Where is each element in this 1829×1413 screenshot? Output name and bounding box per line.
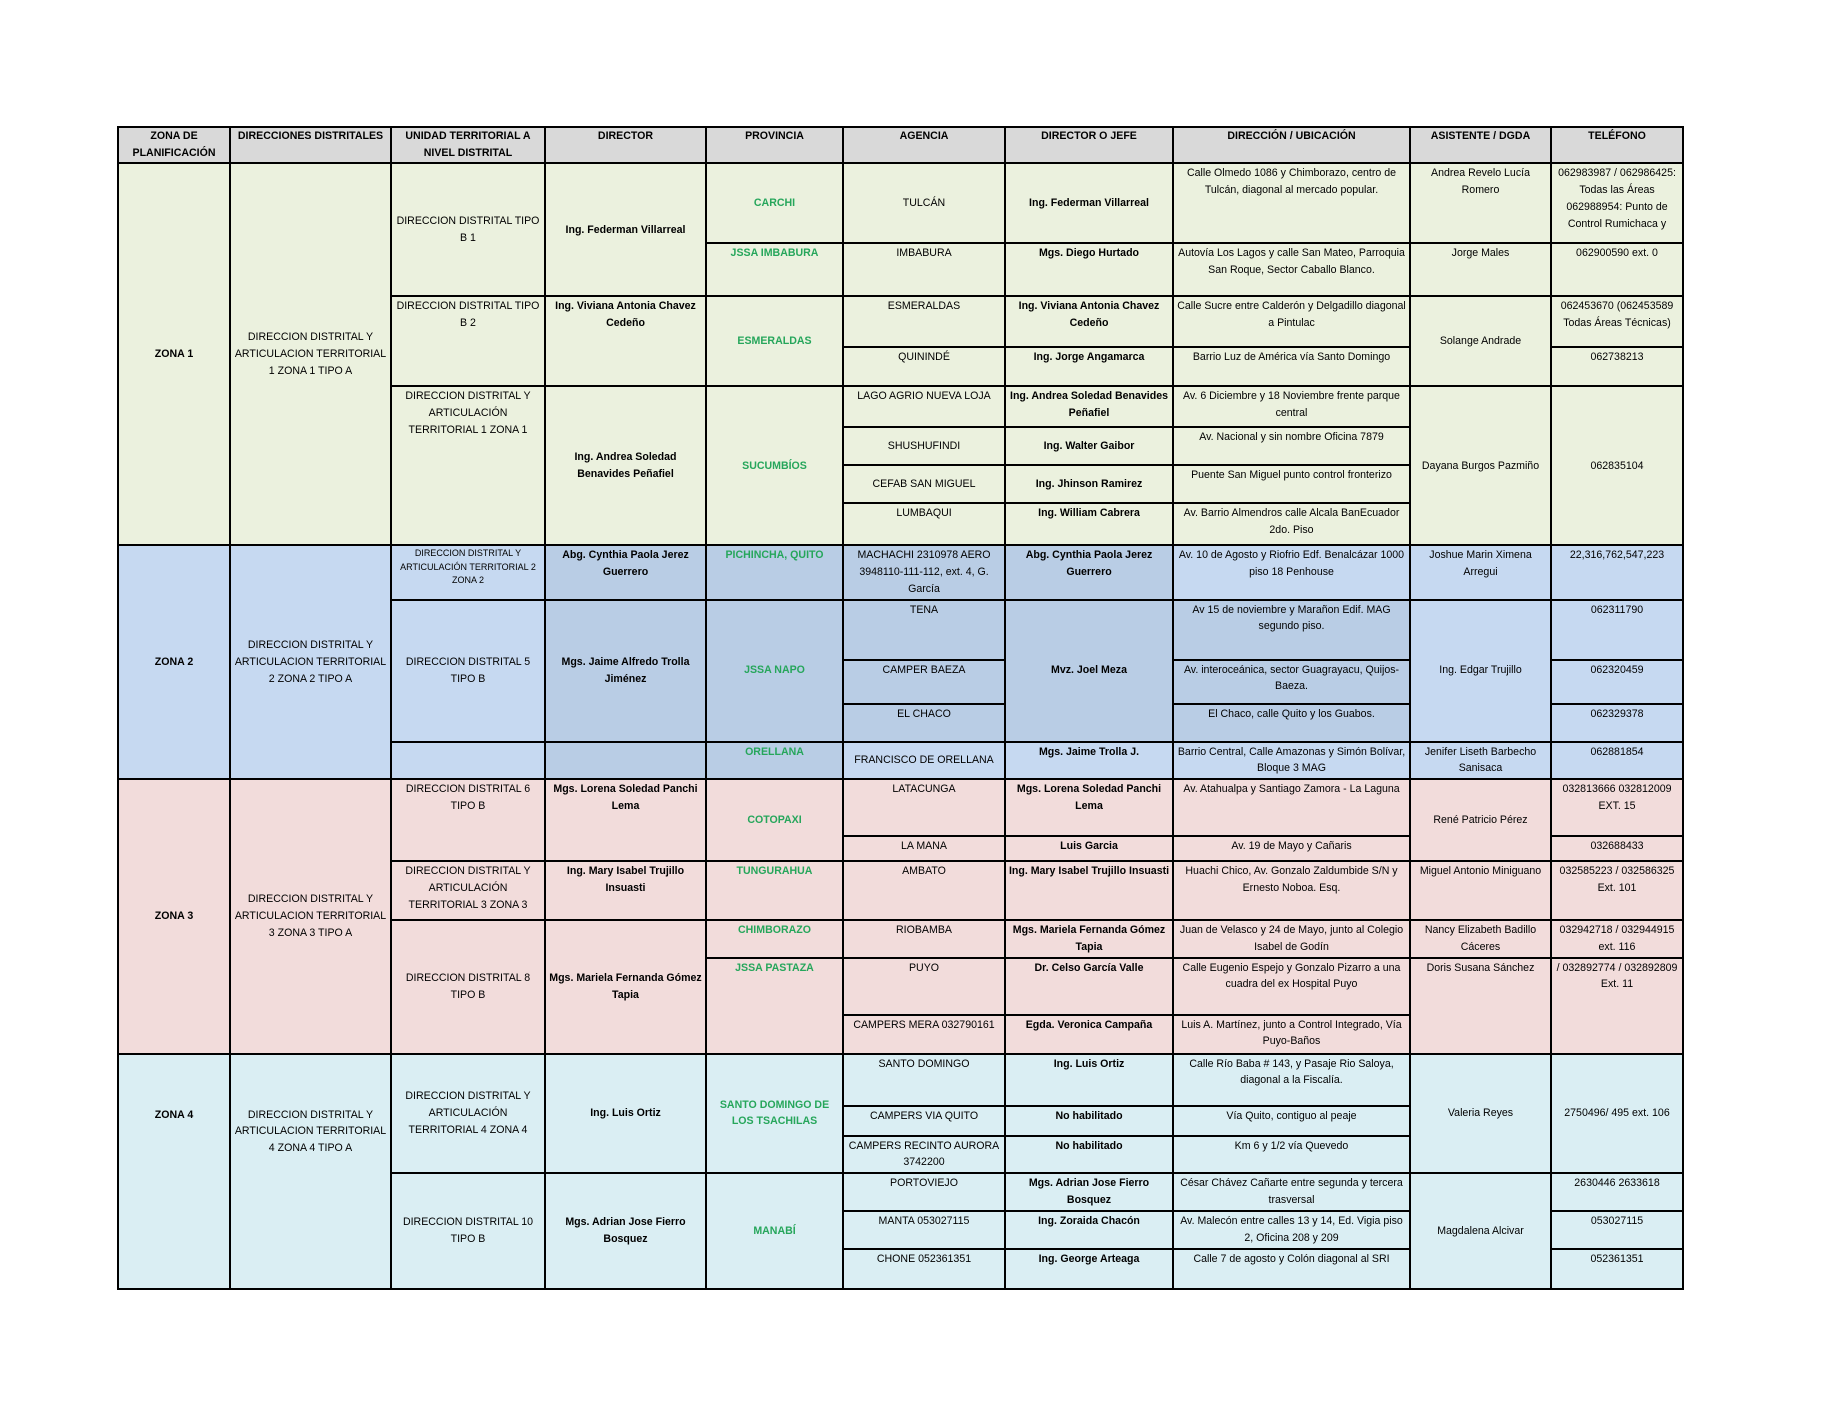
agencia-cell: CHONE 052361351: [843, 1249, 1005, 1289]
unidad-cell: DIRECCION DISTRITAL Y ARTICULACIÓN TERRITORIAL 4 ZONA 4: [391, 1054, 545, 1173]
director-cell: Mgs. Jaime Alfredo Trolla Jiménez: [545, 600, 706, 742]
provincia-cell: COTOPAXI: [706, 779, 843, 861]
table-row: [118, 163, 1683, 243]
jefe-cell: Ing. Walter Gaibor: [1005, 427, 1173, 465]
asistente-cell: Jorge Males: [1410, 243, 1551, 296]
table-row: [118, 779, 1683, 836]
telefono-cell: 032813666 032812009 EXT. 15: [1551, 779, 1683, 836]
ubicacion-cell: Av. Malecón entre calles 13 y 14, Ed. Vigia piso 2, Oficina 208 y 209: [1173, 1211, 1410, 1249]
director-cell: Ing. Viviana Antonia Chavez Cedeño: [545, 296, 706, 386]
telefono-cell: 062453670 (062453589 Todas Áreas Técnicas): [1551, 296, 1683, 347]
director-cell: Ing. Mary Isabel Trujillo Insuasti: [545, 861, 706, 920]
telefono-cell: 032585223 / 032586325 Ext. 101: [1551, 861, 1683, 920]
ubicacion-cell: Vía Quito, contiguo al peaje: [1173, 1106, 1410, 1136]
director-cell: [545, 742, 706, 779]
unidad-cell: DIRECCION DISTRITAL Y ARTICULACIÓN TERRITORIAL 1 ZONA 1: [391, 386, 545, 545]
col-header-director: DIRECTOR: [545, 127, 706, 163]
provincia-cell: JSSA PASTAZA: [706, 958, 843, 1054]
unidad-cell: DIRECCION DISTRITAL 8 TIPO B: [391, 920, 545, 1053]
col-header-telefono: TELÉFONO: [1551, 127, 1683, 163]
zona-cell: ZONA 2: [118, 545, 230, 779]
telefono-cell: 2630446 2633618: [1551, 1173, 1683, 1211]
ubicacion-cell: Puente San Miguel punto control fronterizo: [1173, 465, 1410, 503]
director-cell: Mgs. Mariela Fernanda Gómez Tapia: [545, 920, 706, 1053]
jefe-cell: Mgs. Adrian Jose Fierro Bosquez: [1005, 1173, 1173, 1211]
ubicacion-cell: Luis A. Martínez, junto a Control Integrado, Vía Puyo-Baños: [1173, 1015, 1410, 1054]
telefono-cell: 032688433: [1551, 836, 1683, 861]
director-cell: Abg. Cynthia Paola Jerez Guerrero: [545, 545, 706, 599]
table-row: [118, 545, 1683, 599]
contacts-table: [117, 126, 1684, 1290]
agencia-cell: RIOBAMBA: [843, 920, 1005, 957]
col-header-provincia: PROVINCIA: [706, 127, 843, 163]
jefe-cell: Ing. Zoraida Chacón: [1005, 1211, 1173, 1249]
ubicacion-cell: Av. 6 Diciembre y 18 Noviembre frente parque central: [1173, 386, 1410, 427]
agencia-cell: IMBABURA: [843, 243, 1005, 296]
telefono-cell: 052361351: [1551, 1249, 1683, 1289]
direccion-cell: DIRECCION DISTRITAL Y ARTICULACION TERRITORIAL 2 ZONA 2 TIPO A: [230, 545, 391, 779]
ubicacion-cell: Huachi Chico, Av. Gonzalo Zaldumbide S/N y Ernesto Noboa. Esq.: [1173, 861, 1410, 920]
zona-cell: ZONA 3: [118, 779, 230, 1053]
jefe-cell: Dr. Celso García Valle: [1005, 958, 1173, 1015]
col-header-ubicacion: DIRECCIÓN / UBICACIÓN: [1173, 127, 1410, 163]
director-cell: Mgs. Lorena Soledad Panchi Lema: [545, 779, 706, 861]
telefono-cell: 053027115: [1551, 1211, 1683, 1249]
director-cell: Ing. Andrea Soledad Benavides Peñafiel: [545, 386, 706, 545]
unidad-cell: DIRECCION DISTRITAL Y ARTICULACIÓN TERRITORIAL 3 ZONA 3: [391, 861, 545, 920]
jefe-cell: Mgs. Mariela Fernanda Gómez Tapia: [1005, 920, 1173, 957]
direccion-cell: DIRECCION DISTRITAL Y ARTICULACION TERRITORIAL 1 ZONA 1 TIPO A: [230, 163, 391, 545]
director-cell: Ing. Federman Villarreal: [545, 163, 706, 296]
provincia-cell: JSSA IMBABURA: [706, 243, 843, 296]
agencia-cell: AMBATO: [843, 861, 1005, 920]
col-header-jefe: DIRECTOR O JEFE: [1005, 127, 1173, 163]
jefe-cell: Ing. Jorge Angamarca: [1005, 347, 1173, 386]
ubicacion-cell: Calle 7 de agosto y Colón diagonal al SRI: [1173, 1249, 1410, 1289]
agencia-cell: CAMPERS RECINTO AURORA 3742200: [843, 1136, 1005, 1173]
ubicacion-cell: Av. 19 de Mayo y Cañaris: [1173, 836, 1410, 861]
agencia-cell: CEFAB SAN MIGUEL: [843, 465, 1005, 503]
jefe-cell: Mgs. Jaime Trolla J.: [1005, 742, 1173, 779]
provincia-cell: CHIMBORAZO: [706, 920, 843, 957]
agencia-cell: EL CHACO: [843, 704, 1005, 742]
unidad-cell: DIRECCION DISTRITAL TIPO B 1: [391, 163, 545, 296]
provincia-cell: CARCHI: [706, 163, 843, 243]
ubicacion-cell: César Chávez Cañarte entre segunda y tercera trasversal: [1173, 1173, 1410, 1211]
direccion-cell: DIRECCION DISTRITAL Y ARTICULACION TERRITORIAL 4 ZONA 4 TIPO A: [230, 1054, 391, 1289]
unidad-cell: [391, 742, 545, 779]
agencia-cell: LA MANA: [843, 836, 1005, 861]
direccion-cell: DIRECCION DISTRITAL Y ARTICULACION TERRITORIAL 3 ZONA 3 TIPO A: [230, 779, 391, 1053]
jefe-cell: Ing. Viviana Antonia Chavez Cedeño: [1005, 296, 1173, 347]
ubicacion-cell: Barrio Central, Calle Amazonas y Simón Bolívar, Bloque 3 MAG: [1173, 742, 1410, 779]
jefe-cell: Ing. Luis Ortiz: [1005, 1054, 1173, 1106]
unidad-cell: DIRECCION DISTRITAL 5 TIPO B: [391, 600, 545, 742]
col-header-zona: ZONA DE PLANIFICACIÓN: [118, 127, 230, 163]
header-row: [118, 127, 1683, 163]
ubicacion-cell: Av. Barrio Almendros calle Alcala BanEcuador 2do. Piso: [1173, 503, 1410, 545]
agencia-cell: CAMPERS VIA QUITO: [843, 1106, 1005, 1136]
asistente-cell: René Patricio Pérez: [1410, 779, 1551, 861]
jefe-cell: Ing. William Cabrera: [1005, 503, 1173, 545]
col-header-direcciones: DIRECCIONES DISTRITALES: [230, 127, 391, 163]
zona-cell: ZONA 4: [118, 1054, 230, 1289]
agencia-cell: MANTA 053027115: [843, 1211, 1005, 1249]
provincia-cell: ESMERALDAS: [706, 296, 843, 386]
agencia-cell: PUYO: [843, 958, 1005, 1015]
asistente-cell: Andrea Revelo Lucía Romero: [1410, 163, 1551, 243]
agencia-cell: PORTOVIEJO: [843, 1173, 1005, 1211]
asistente-cell: Nancy Elizabeth Badillo Cáceres: [1410, 920, 1551, 957]
jefe-cell: Ing. Andrea Soledad Benavides Peñafiel: [1005, 386, 1173, 427]
agencia-cell: MACHACHI 2310978 AERO 3948110-111-112, ext. 4, G. García: [843, 545, 1005, 599]
agencia-cell: SANTO DOMINGO: [843, 1054, 1005, 1106]
jefe-cell: Ing. Mary Isabel Trujillo Insuasti: [1005, 861, 1173, 920]
jefe-cell: No habilitado: [1005, 1136, 1173, 1173]
ubicacion-cell: Calle Río Baba # 143, y Pasaje Rio Saloya, diagonal a la Fiscalía.: [1173, 1054, 1410, 1106]
agencia-cell: ESMERALDAS: [843, 296, 1005, 347]
ubicacion-cell: Av. 10 de Agosto y Riofrio Edf. Benalcázar 1000 piso 18 Penhouse: [1173, 545, 1410, 599]
asistente-cell: Jenifer Liseth Barbecho Sanisaca: [1410, 742, 1551, 779]
ubicacion-cell: Calle Eugenio Espejo y Gonzalo Pizarro a una cuadra del ex Hospital Puyo: [1173, 958, 1410, 1015]
ubicacion-cell: Av. Nacional y sin nombre Oficina 7879: [1173, 427, 1410, 465]
provincia-cell: MANABÍ: [706, 1173, 843, 1289]
telefono-cell: 062983987 / 062986425: Todas las Áreas 062988954: Punto de Control Rumichaca y: [1551, 163, 1683, 243]
agencia-cell: TENA: [843, 600, 1005, 660]
agencia-cell: LAGO AGRIO NUEVA LOJA: [843, 386, 1005, 427]
jefe-cell: Egda. Veronica Campaña: [1005, 1015, 1173, 1054]
ubicacion-cell: Calle Olmedo 1086 y Chimborazo, centro de Tulcán, diagonal al mercado popular.: [1173, 163, 1410, 243]
telefono-cell: 062881854: [1551, 742, 1683, 779]
jefe-cell: Mgs. Diego Hurtado: [1005, 243, 1173, 296]
table-row: [118, 1054, 1683, 1106]
telefono-cell: 062329378: [1551, 704, 1683, 742]
ubicacion-cell: Autovía Los Lagos y calle San Mateo, Parroquia San Roque, Sector Caballo Blanco.: [1173, 243, 1410, 296]
ubicacion-cell: Av. Atahualpa y Santiago Zamora - La Laguna: [1173, 779, 1410, 836]
provincia-cell: TUNGURAHUA: [706, 861, 843, 920]
unidad-cell: DIRECCION DISTRITAL 6 TIPO B: [391, 779, 545, 861]
provincia-cell: PICHINCHA, QUITO: [706, 545, 843, 599]
ubicacion-cell: Av 15 de noviembre y Marañon Edif. MAG segundo piso.: [1173, 600, 1410, 660]
director-cell: Mgs. Adrian Jose Fierro Bosquez: [545, 1173, 706, 1289]
unidad-cell: DIRECCION DISTRITAL TIPO B 2: [391, 296, 545, 386]
col-header-asistente: ASISTENTE / DGDA: [1410, 127, 1551, 163]
agencia-cell: LUMBAQUI: [843, 503, 1005, 545]
asistente-cell: Miguel Antonio Miniguano: [1410, 861, 1551, 920]
telefono-cell: 2750496/ 495 ext. 106: [1551, 1054, 1683, 1173]
provincia-cell: JSSA NAPO: [706, 600, 843, 742]
asistente-cell: Valeria Reyes: [1410, 1054, 1551, 1173]
ubicacion-cell: Av. interoceánica, sector Guagrayacu, Quijos-Baeza.: [1173, 660, 1410, 704]
asistente-cell: Ing. Edgar Trujillo: [1410, 600, 1551, 742]
zona-cell: ZONA 1: [118, 163, 230, 545]
telefono-cell: / 032892774 / 032892809 Ext. 11: [1551, 958, 1683, 1054]
jefe-cell: Abg. Cynthia Paola Jerez Guerrero: [1005, 545, 1173, 599]
telefono-cell: 22,316,762,547,223: [1551, 545, 1683, 599]
jefe-cell: Ing. Federman Villarreal: [1005, 163, 1173, 243]
unidad-cell: DIRECCION DISTRITAL Y ARTICULACIÓN TERRITORIAL 2 ZONA 2: [391, 545, 545, 599]
col-header-unidad: UNIDAD TERRITORIAL A NIVEL DISTRITAL: [391, 127, 545, 163]
telefono-cell: 032942718 / 032944915 ext. 116: [1551, 920, 1683, 957]
asistente-cell: Doris Susana Sánchez: [1410, 958, 1551, 1054]
asistente-cell: Joshue Marin Ximena Arregui: [1410, 545, 1551, 599]
provincia-cell: SANTO DOMINGO DE LOS TSACHILAS: [706, 1054, 843, 1173]
telefono-cell: 062900590 ext. 0: [1551, 243, 1683, 296]
agencia-cell: FRANCISCO DE ORELLANA: [843, 742, 1005, 779]
col-header-agencia: AGENCIA: [843, 127, 1005, 163]
ubicacion-cell: Juan de Velasco y 24 de Mayo, junto al Colegio Isabel de Godín: [1173, 920, 1410, 957]
agencia-cell: QUININDÉ: [843, 347, 1005, 386]
agencia-cell: CAMPER BAEZA: [843, 660, 1005, 704]
jefe-cell: Ing. Jhinson Ramirez: [1005, 465, 1173, 503]
agencia-cell: CAMPERS MERA 032790161: [843, 1015, 1005, 1054]
asistente-cell: Solange Andrade: [1410, 296, 1551, 386]
agencia-cell: SHUSHUFINDI: [843, 427, 1005, 465]
unidad-cell: DIRECCION DISTRITAL 10 TIPO B: [391, 1173, 545, 1289]
provincia-cell: SUCUMBÍOS: [706, 386, 843, 545]
provincia-cell: ORELLANA: [706, 742, 843, 779]
telefono-cell: 062738213: [1551, 347, 1683, 386]
jefe-cell: Mvz. Joel Meza: [1005, 600, 1173, 742]
jefe-cell: No habilitado: [1005, 1106, 1173, 1136]
ubicacion-cell: Barrio Luz de América vía Santo Domingo: [1173, 347, 1410, 386]
telefono-cell: 062311790: [1551, 600, 1683, 660]
jefe-cell: Ing. George Arteaga: [1005, 1249, 1173, 1289]
telefono-cell: 062320459: [1551, 660, 1683, 704]
agencia-cell: LATACUNGA: [843, 779, 1005, 836]
director-cell: Ing. Luis Ortiz: [545, 1054, 706, 1173]
ubicacion-cell: Km 6 y 1/2 vía Quevedo: [1173, 1136, 1410, 1173]
jefe-cell: Mgs. Lorena Soledad Panchi Lema: [1005, 779, 1173, 836]
jefe-cell: Luis Garcia: [1005, 836, 1173, 861]
asistente-cell: Magdalena Alcivar: [1410, 1173, 1551, 1289]
ubicacion-cell: El Chaco, calle Quito y los Guabos.: [1173, 704, 1410, 742]
telefono-cell: 062835104: [1551, 386, 1683, 545]
agencia-cell: TULCÁN: [843, 163, 1005, 243]
ubicacion-cell: Calle Sucre entre Calderón y Delgadillo diagonal a Pintulac: [1173, 296, 1410, 347]
asistente-cell: Dayana Burgos Pazmiño: [1410, 386, 1551, 545]
